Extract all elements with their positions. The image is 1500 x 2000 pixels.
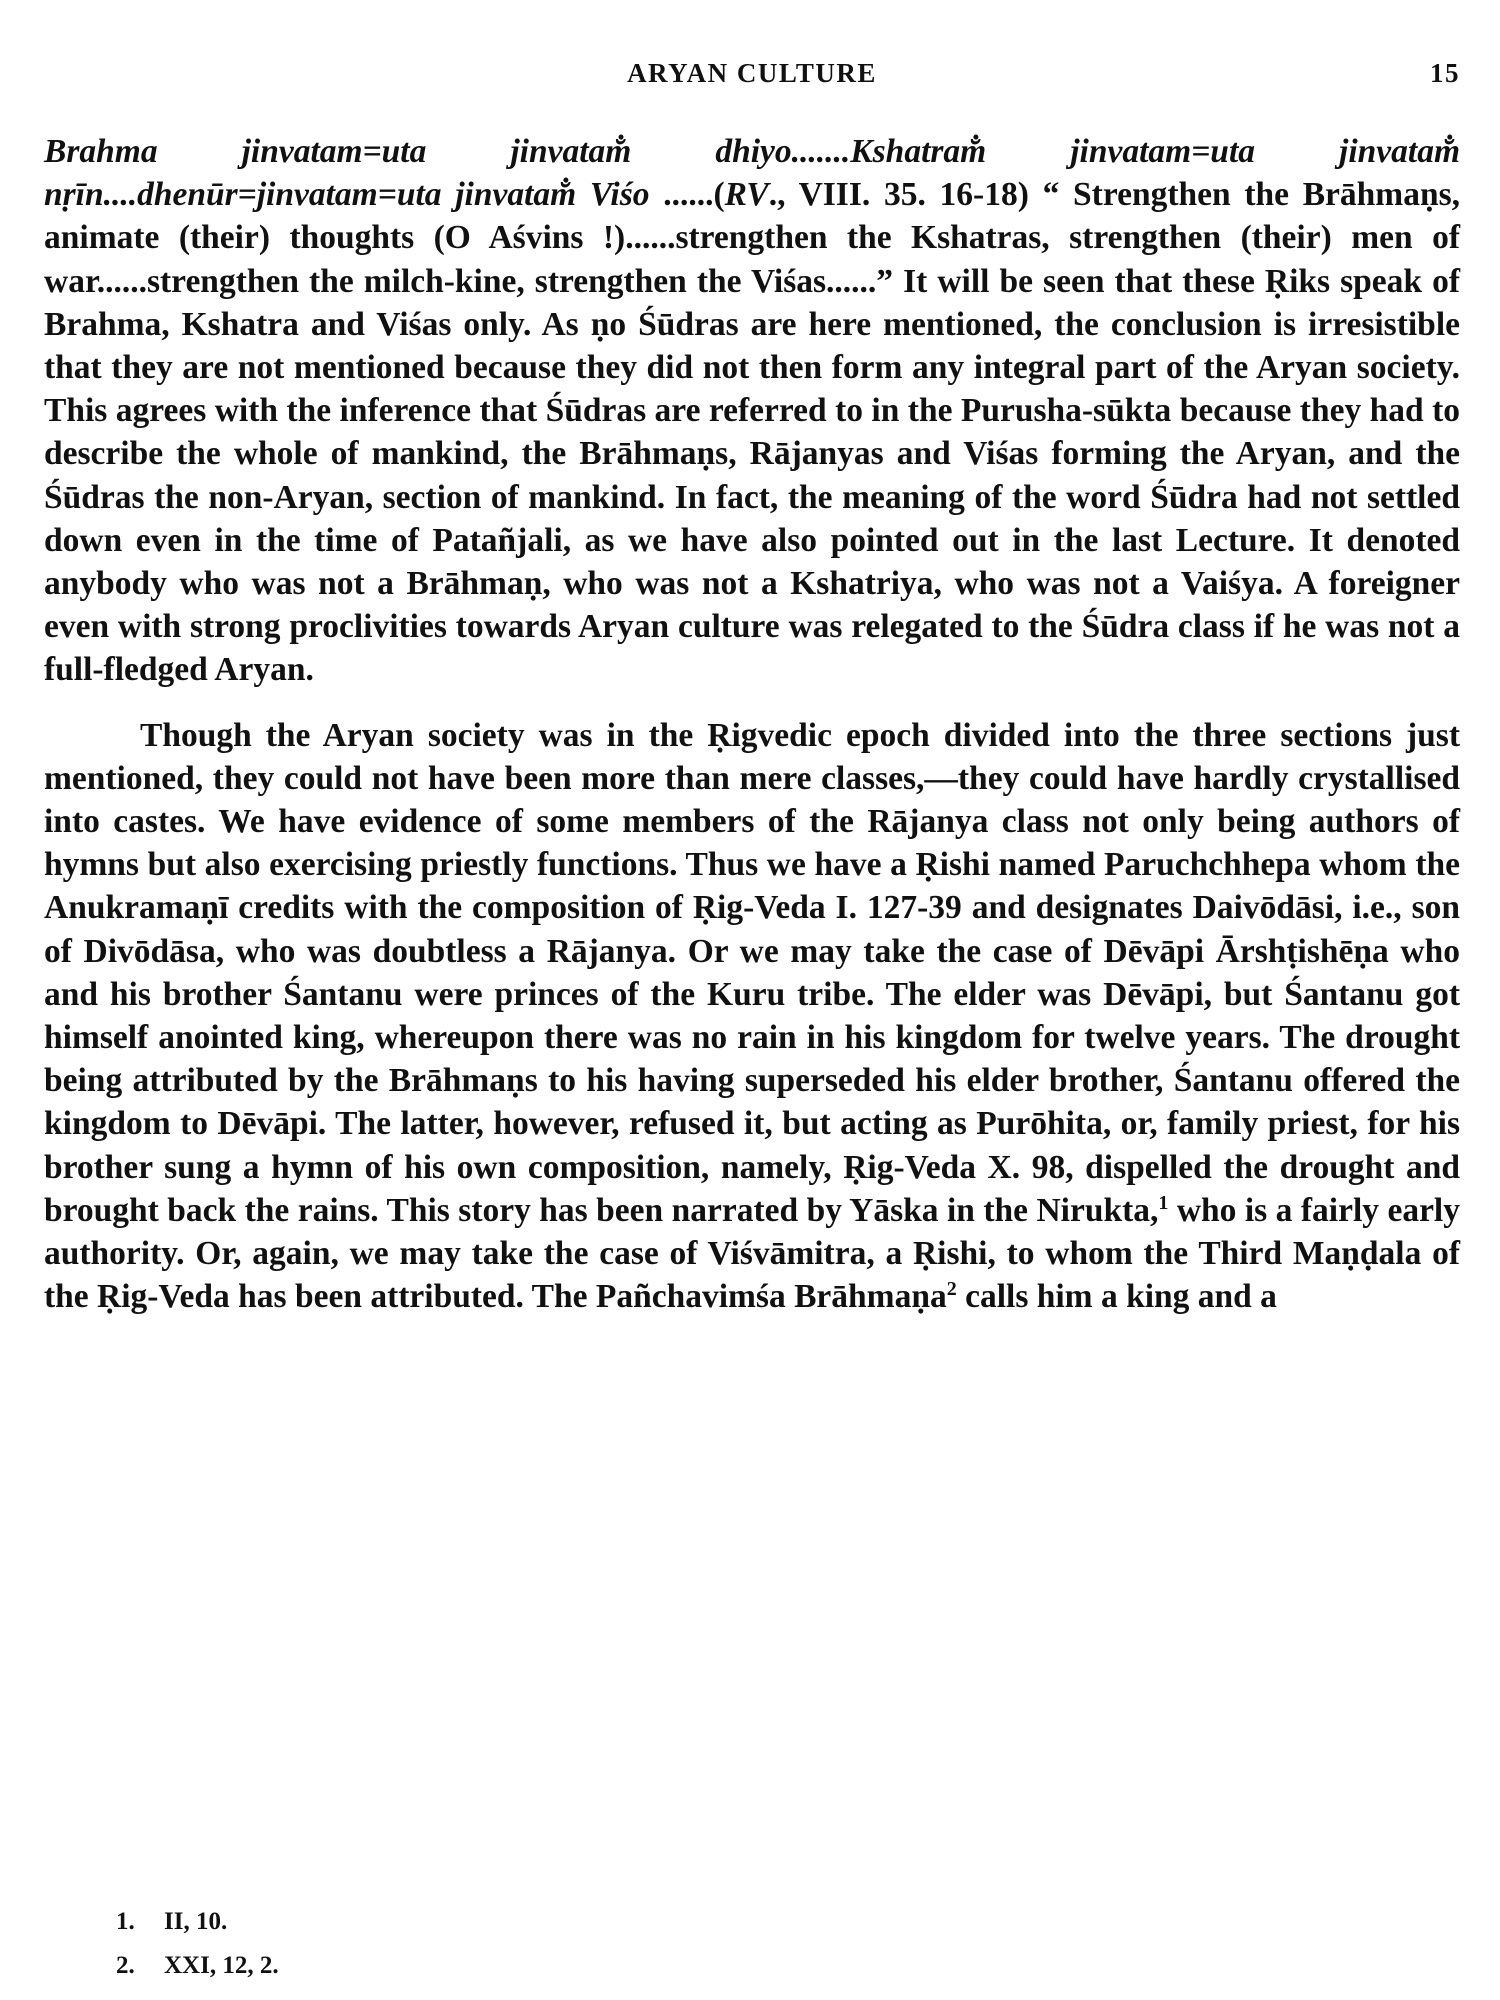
text-segment: Though the Aryan society was in the Ṛigvedic epoch divided into the three sections just mentioned, they could not have been more than mere classes,—they could have hardly crystallised into castes. We have evidence of some members of the Rājanya class not only being authors of hymns but also exercising priestly functions. Thus we have a Ṛishi named Paruchchhepa whom the Anukramaṇī credits with the composition of Ṛig-Veda I. 127-39 and designates Daivōdāsi, i.e., son of Divōdāsa, who was doubtless a Rājanya. Or we may take the case of Dēvāpi Ārshṭishēṇa who and his brother Śantanu were princes of the Kuru tribe. The elder was Dēvāpi, but Śantanu got himself anointed king, whereupon there was no rain in his kingdom for twelve years. The drought being attributed by the Brāhmaṇs to his having superseded his elder brother, Śantanu offered the kingdom to Dēvāpi. The latter, however, refused it, but acting as Purōhita, or, family priest, for his brother sung a hymn of his own composition, namely, Ṛig-Veda X. 98, dispelled the drought and brought back the rains. This story has been narrated by Yāska in the Nirukta,: [44, 716, 1460, 1229]
footnote-ref-1: 1: [1158, 1191, 1169, 1214]
sanskrit-quotation: Brahma jinvatam=uta jinvatam̐ dhiyo.......Kshatram̐ jinvatam=uta jinvatam̐ nṛīn....dhenūr=jinvatam=uta jinvatam̐ Viśo: [44, 133, 1460, 214]
page-number: 15: [1430, 58, 1460, 88]
text-segment: calls him a king and a: [956, 1278, 1277, 1316]
running-head: [44, 58, 1460, 94]
paragraph-1: [44, 130, 1460, 692]
paragraph-2: [44, 714, 1460, 1319]
body-text: [44, 130, 1460, 1318]
footnote: [116, 1900, 279, 1944]
text-segment: ......(: [663, 176, 725, 214]
footnote-text: II, 10.: [164, 1908, 228, 1935]
footnotes: [116, 1900, 279, 1988]
footnote-text: XXI, 12, 2.: [164, 1952, 279, 1979]
footnote-number: 1.: [116, 1908, 135, 1935]
footnote-ref-2: 2: [946, 1278, 957, 1301]
running-head-title: ARYAN CULTURE: [627, 58, 877, 88]
footnote-number: 2.: [116, 1952, 135, 1979]
text-segment: who is a fairly early authority. Or, again, we may take the case of Viśvāmitra, a Ṛishi, to whom the Third Maṇḍala of the Ṛig-Veda has been attributed. The Pañchavimśa Brāhmaṇa: [44, 1191, 1460, 1316]
citation-abbreviation: RV: [724, 176, 769, 214]
text-segment: ., VIII. 35. 16-18) “ Strengthen the Brāhmaṇs, animate (their) thoughts (O Aśvins !)......strengthen the Kshatras, strengthen (their) men of war......strengthen the milch-kine, strengthen the Viśas......” It will be seen that these Ṛiks speak of Brahma, Kshatra and Viśas only. As ṇo Śūdras are here mentioned, the conclusion is irresistible that they are not mentioned because they did not then form any integral part of the Aryan society. This agrees with the inference that Śūdras are referred to in the Purusha-sūkta because they had to describe the whole of mankind, the Brāhmaṇs, Rājanyas and Viśas forming the Aryan, and the Śūdras the non-Aryan, section of mankind. In fact, the meaning of the word Śūdra had not settled down even in the time of Patañjali, as we have also pointed out in the last Lecture. It denoted anybody who was not a Brāhmaṇ, who was not a Kshatriya, who was not a Vaiśya. A foreigner even with strong proclivities towards Aryan culture was relegated to the Śūdra class if he was not a full-fledged Aryan.: [44, 176, 1461, 689]
footnote: [116, 1944, 279, 1988]
